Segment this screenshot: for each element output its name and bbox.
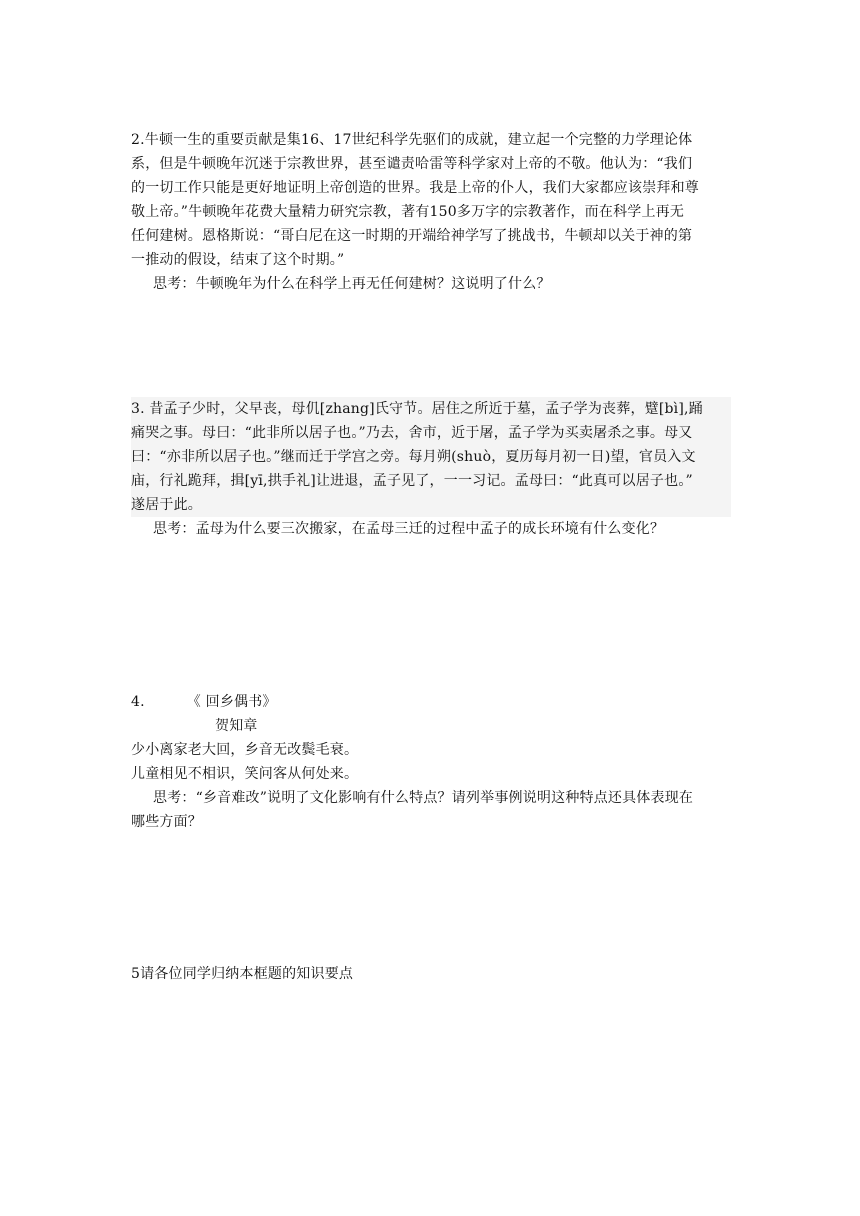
poem-author: 贺知章 xyxy=(215,718,258,734)
question-2 xyxy=(131,128,731,296)
q2-line: 敬上帝。”牛顿晚年花费大量精力研究宗教，著有150多万字的宗教著作，而在科学上再无 xyxy=(131,204,685,220)
q3-passage xyxy=(131,397,731,517)
q4-question: 哪些方面？ xyxy=(131,814,202,830)
q2-line: 系，但是牛顿晚年沉迷于宗教世界，甚至谴责哈雷等科学家对上帝的不敬。他认为：“我们 xyxy=(131,156,693,172)
q2-question: 思考：牛顿晚年为什么在科学上再无任何建树？这说明了什么？ xyxy=(153,276,551,292)
q2-line: 的一切工作只能是更好地证明上帝创造的世界。我是上帝的仆人，我们大家都应该崇拜和尊 xyxy=(131,180,699,196)
question-4 xyxy=(131,690,731,834)
q3-line: 遂居于此。 xyxy=(131,497,202,513)
q4-question: 思考：“乡音难改”说明了文化影响有什么特点？请列举事例说明这种特点还具体表现在 xyxy=(153,790,694,806)
q3-line: 庙，行礼跪拜，揖[yī,拱手礼]让进退，孟子见了，一一习记。孟母曰：“此真可以居子也。” xyxy=(131,473,693,489)
poem-title: 《 回乡偶书》 xyxy=(186,694,277,710)
poem-verse: 儿童相见不相识，笑问客从何处来。 xyxy=(131,766,359,782)
q2-line: 一推动的假设，结束了这个时期。” xyxy=(131,252,345,268)
question-5 xyxy=(131,962,731,986)
q3-line: 痛哭之事。母曰：“此非所以居子也。”乃去，舍市，近于屠，孟子学为买卖屠杀之事。母又 xyxy=(131,425,693,441)
question-3 xyxy=(131,397,731,541)
q3-line: 3. 昔孟子少时，父早丧，母仉[zhang]氏守节。居住之所近于墓，孟子学为丧葬，躄[bì],踊 xyxy=(131,401,703,417)
q2-line: 2.牛顿一生的重要贡献是集16、17世纪科学先驱们的成就，建立起一个完整的力学理论体 xyxy=(131,132,693,148)
q4-number: 4. xyxy=(131,694,145,710)
q2-line: 任何建树。恩格斯说：“哥白尼在这一时期的开端给神学写了挑战书，牛顿却以关于神的第 xyxy=(131,228,693,244)
q5-text: 5请各位同学归纳本框题的知识要点 xyxy=(131,966,354,982)
poem-verse: 少小离家老大回，乡音无改鬓毛衰。 xyxy=(131,742,359,758)
q4-heading xyxy=(131,690,731,714)
q3-question: 思考：孟母为什么要三次搬家，在孟母三迁的过程中孟子的成长环境有什么变化？ xyxy=(153,521,665,537)
q3-line: 曰：“亦非所以居子也。”继而迁于学宫之旁。每月朔(shuò，夏历每月初一日)望，官员入文 xyxy=(131,449,696,465)
